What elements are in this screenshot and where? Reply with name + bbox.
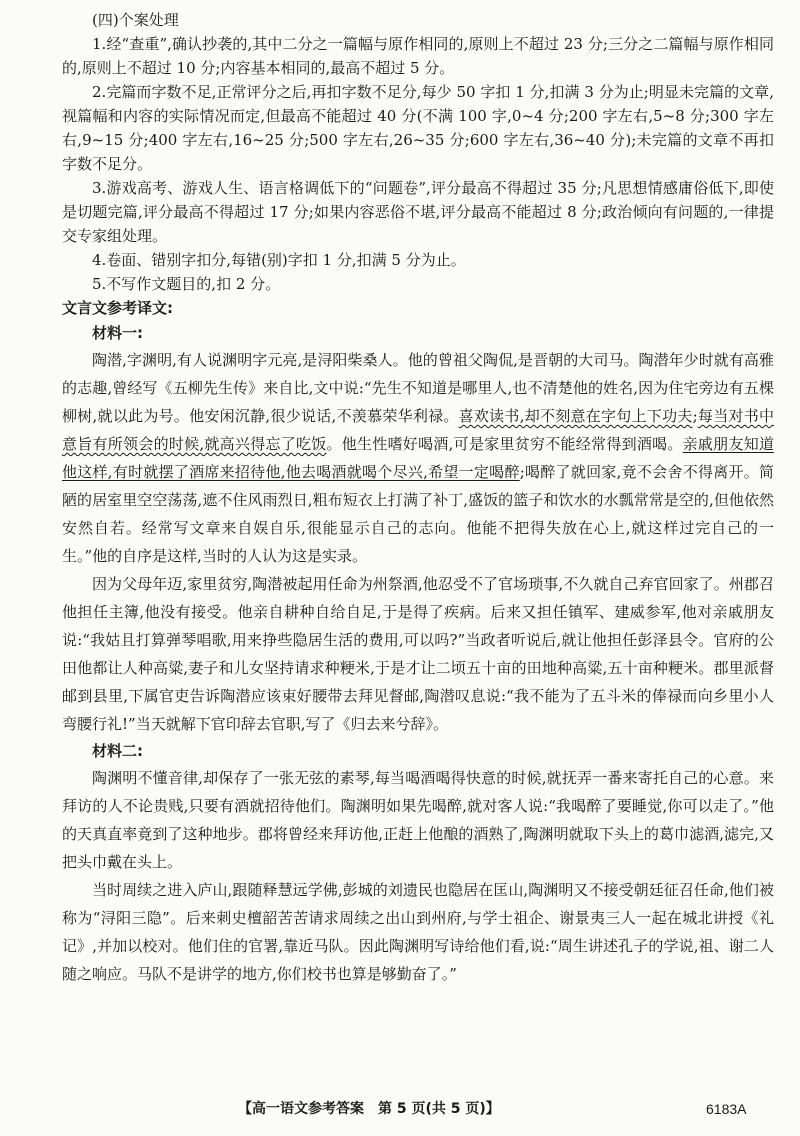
material-2-paragraph-2: 当时周续之进入庐山,跟随释慧远学佛,彭城的刘遗民也隐居在匡山,陶渊明又不接受朝廷征召任命,他们被称为“浔阳三隐”。后来刺史檀韶苦苦请求周续之出山到州府,与学士祖企、谢景夷三人一起在城北讲授《礼记》,并加以校对。他们住的官署,靠近马队。因此陶渊明写诗给他们看,说:“周生讲述孔子的学说,祖、谢二人随之响应。马队不是讲学的地方,你们校书也算是够勤奋了。”: [62, 881, 774, 983]
material-1-p1-text: 陶潜,字渊明,有人说渊明字元亮,是浔阳柴桑人。他的曾祖父陶侃,是晋朝的大司马。陶潜年少时就有高雅的志趣,曾经写《五柳先生传》来自比,文中说:“先生不知道是哪里人,也不清楚他的姓名,因为住宅旁边有五棵柳树,就以此为号。他安闲沉静,很少说话,不羡慕荣华利禄。: [62, 351, 774, 425]
case-item-3: 3.游戏高考、游戏人生、语言格调低下的“问题卷”,评分最高不得超过 35 分;凡思想情感庸俗低下,即使是切题完篇,评分最高不得超过 17 分;如果内容恶俗不堪,评分最高不能超过 8 分;政治倾向有问题的,一律提交专家组处理。: [62, 179, 774, 245]
translation-title: 文言文参考译文:: [62, 299, 173, 317]
material-1-p1-text-b: 。他生性嗜好喝酒,可是家里贫穷不能经常得到酒喝。: [326, 435, 683, 453]
material-1-paragraph-1: [62, 346, 774, 570]
page-footer: [0, 1098, 800, 1120]
material-1-paragraph-2: 因为父母年迈,家里贫穷,陶潜被起用任命为州祭酒,他忍受不了官场琐事,不久就自己弃官回家了。州郡召他担任主簿,他没有接受。他亲自耕种自给自足,于是得了疾病。后来又担任镇军、建威参军,他对亲戚朋友说:“我姑且打算弹琴唱歌,用来挣些隐居生活的费用,可以吗?”当政者听说后,就让他担任彭泽县令。官府的公田他都让人种高粱,妻子和儿女坚持请求种粳米,于是才让二顷五十亩的田地种高粱,五十亩种粳米。郡里派督邮到县里,下属官吏告诉陶潜应该束好腰带去拜见督邮,陶潜叹息说:“我不能为了五斗米的俸禄而向乡里小人弯腰行礼!”当天就解下官印辞去官职,写了《归去来兮辞》。: [62, 575, 774, 733]
material-2-label: 材料二:: [92, 742, 143, 760]
case-handling-heading: (四)个案处理: [92, 11, 179, 29]
underlined-phrase: 亲戚朋友知道他这样,有时就摆了酒席来招待他,他去喝酒就喝个尽兴,希望一定喝醉: [62, 435, 774, 481]
case-item-2: 2.完篇而字数不足,正常评分之后,再扣字数不足分,每少 50 字扣 1 分,扣满 3 分为止;明显未完篇的文章,视篇幅和内容的实际情况而定,但最高不能超过 40 分(不满 100 字,0~4 分;200 字左右,5~8 分;300 字左右,9~15 分;400 字左右,16~25 分;500 字左右,26~35 分;600 字左右,36~40 分);未完篇的文章不再扣字数不足分。: [62, 83, 774, 173]
semicolon-separator: ;: [692, 407, 698, 425]
footer-code: 6183A: [706, 1101, 747, 1117]
case-item-5: 5.不写作文题目的,扣 2 分。: [92, 275, 281, 293]
material-1-label: 材料一:: [92, 324, 143, 342]
case-item-1: 1.经“查重”,确认抄袭的,其中二分之一篇幅与原作相同的,原则上不超过 23 分;三分之二篇幅与原作相同的,原则上不超过 10 分;内容基本相同的,最高不超过 5 分。: [62, 35, 774, 77]
wavy-underlined-phrase-2: 每当对书中意旨有所领会的时候,就高兴得忘了吃饭: [62, 407, 774, 453]
material-2-paragraph-1: 陶渊明不懂音律,却保存了一张无弦的素琴,每当喝酒喝得快意的时候,就抚弄一番来寄托自己的心意。来拜访的人不论贵贱,只要有酒就招待他们。陶渊明如果先喝醉,就对客人说:“我喝醉了要睡觉,你可以走了。”他的天真直率竟到了这种地步。郡将曾经来拜访他,正赶上他酿的酒熟了,陶渊明就取下头上的葛巾滤酒,滤完,又把头巾戴在头上。: [62, 769, 774, 871]
footer-page-info: 【高一语文参考答案 第 5 页(共 5 页)】: [238, 1101, 500, 1117]
page-content: [62, 8, 774, 988]
case-item-4: 4.卷面、错别字扣分,每错(别)字扣 1 分,扣满 5 分为止。: [92, 251, 466, 269]
material-1-p1-text-c: ;喝醉了就回家,竟不会舍不得离开。简陋的居室里空空荡荡,遮不住风雨烈日,粗布短衣上打满了补丁,盛饭的篮子和饮水的水瓢常常是空的,但他依然安然自若。经常写文章来自娱自乐,很能显示自己的志向。他能不把得失放在心上,就这样过完自己的一生。”他的自序是这样,当时的人认为这是实录。: [62, 463, 775, 565]
wavy-underlined-phrase-1: 喜欢读书,却不刻意在字句上下功夫: [458, 407, 693, 425]
